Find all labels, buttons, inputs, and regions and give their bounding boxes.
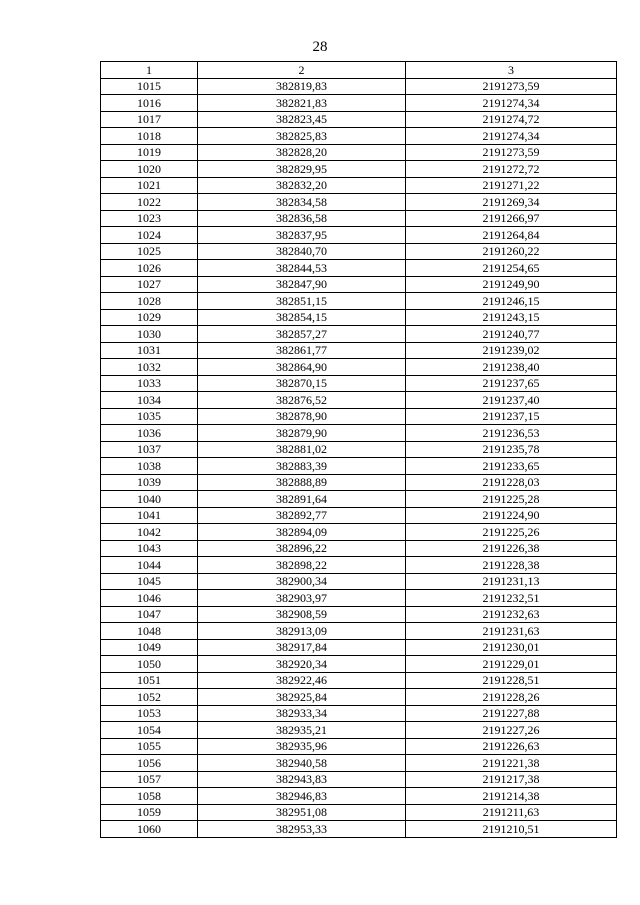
table-row [101,639,617,656]
table-row [101,689,617,706]
y-coordinate-cell: 2191272,72 [406,161,617,178]
table-row [101,821,617,838]
table-row [101,177,617,194]
y-coordinate-cell: 2191249,90 [406,276,617,293]
coordinates-table [100,61,617,838]
point-number-cell: 1056 [101,755,198,772]
point-number-cell: 1023 [101,210,198,227]
point-number-cell: 1019 [101,144,198,161]
table-row [101,771,617,788]
table-header-row [101,62,617,79]
table-row [101,227,617,244]
y-coordinate-cell: 2191217,38 [406,771,617,788]
point-number-cell: 1044 [101,557,198,574]
table-row [101,441,617,458]
x-coordinate-cell: 382891,64 [198,491,406,508]
x-coordinate-cell: 382896,22 [198,540,406,557]
point-number-cell: 1026 [101,260,198,277]
y-coordinate-cell: 2191237,15 [406,408,617,425]
y-coordinate-cell: 2191228,38 [406,557,617,574]
y-coordinate-cell: 2191273,59 [406,144,617,161]
x-coordinate-cell: 382851,15 [198,293,406,310]
x-coordinate-cell: 382935,21 [198,722,406,739]
x-coordinate-cell: 382913,09 [198,623,406,640]
y-coordinate-cell: 2191230,01 [406,639,617,656]
point-number-cell: 1033 [101,375,198,392]
table-row [101,342,617,359]
table-row [101,392,617,409]
x-coordinate-cell: 382847,90 [198,276,406,293]
point-number-cell: 1018 [101,128,198,145]
table-row [101,78,617,95]
y-coordinate-cell: 2191274,72 [406,111,617,128]
table-row [101,755,617,772]
table-row [101,491,617,508]
x-coordinate-cell: 382908,59 [198,606,406,623]
table-row [101,260,617,277]
table-row [101,408,617,425]
y-coordinate-cell: 2191225,26 [406,524,617,541]
y-coordinate-cell: 2191232,63 [406,606,617,623]
table-row [101,606,617,623]
x-coordinate-cell: 382898,22 [198,557,406,574]
point-number-cell: 1050 [101,656,198,673]
point-number-cell: 1040 [101,491,198,508]
x-coordinate-cell: 382951,08 [198,804,406,821]
x-coordinate-cell: 382900,34 [198,573,406,590]
x-coordinate-cell: 382819,83 [198,78,406,95]
point-number-cell: 1036 [101,425,198,442]
point-number-cell: 1045 [101,573,198,590]
x-coordinate-cell: 382876,52 [198,392,406,409]
point-number-cell: 1051 [101,672,198,689]
x-coordinate-cell: 382857,27 [198,326,406,343]
x-coordinate-cell: 382946,83 [198,788,406,805]
point-number-cell: 1060 [101,821,198,838]
table-row [101,557,617,574]
y-coordinate-cell: 2191227,26 [406,722,617,739]
table-row [101,210,617,227]
y-coordinate-cell: 2191271,22 [406,177,617,194]
x-coordinate-cell: 382836,58 [198,210,406,227]
table-row [101,293,617,310]
table-row [101,194,617,211]
y-coordinate-cell: 2191221,38 [406,755,617,772]
point-number-cell: 1053 [101,705,198,722]
table-row [101,276,617,293]
point-number-cell: 1059 [101,804,198,821]
x-coordinate-cell: 382870,15 [198,375,406,392]
point-number-cell: 1017 [101,111,198,128]
y-coordinate-cell: 2191229,01 [406,656,617,673]
column-header-y-coordinate: 3 [406,62,617,79]
table-row [101,95,617,112]
x-coordinate-cell: 382894,09 [198,524,406,541]
point-number-cell: 1034 [101,392,198,409]
y-coordinate-cell: 2191235,78 [406,441,617,458]
point-number-cell: 1041 [101,507,198,524]
point-number-cell: 1025 [101,243,198,260]
point-number-cell: 1054 [101,722,198,739]
x-coordinate-cell: 382935,96 [198,738,406,755]
y-coordinate-cell: 2191274,34 [406,128,617,145]
table-row [101,573,617,590]
column-header-point-number: 1 [101,62,198,79]
table-row [101,524,617,541]
table-row [101,656,617,673]
point-number-cell: 1039 [101,474,198,491]
x-coordinate-cell: 382917,84 [198,639,406,656]
y-coordinate-cell: 2191225,28 [406,491,617,508]
point-number-cell: 1043 [101,540,198,557]
y-coordinate-cell: 2191273,59 [406,78,617,95]
point-number-cell: 1022 [101,194,198,211]
x-coordinate-cell: 382925,84 [198,689,406,706]
table-row [101,804,617,821]
point-number-cell: 1032 [101,359,198,376]
y-coordinate-cell: 2191254,65 [406,260,617,277]
point-number-cell: 1058 [101,788,198,805]
x-coordinate-cell: 382828,20 [198,144,406,161]
point-number-cell: 1046 [101,590,198,607]
point-number-cell: 1035 [101,408,198,425]
y-coordinate-cell: 2191238,40 [406,359,617,376]
table-row [101,243,617,260]
x-coordinate-cell: 382883,39 [198,458,406,475]
point-number-cell: 1027 [101,276,198,293]
table-row [101,425,617,442]
y-coordinate-cell: 2191226,38 [406,540,617,557]
table-row [101,359,617,376]
table-row [101,738,617,755]
point-number-cell: 1024 [101,227,198,244]
point-number-cell: 1049 [101,639,198,656]
y-coordinate-cell: 2191231,13 [406,573,617,590]
table-row [101,722,617,739]
table-body [101,78,617,837]
table-row [101,375,617,392]
table-row [101,507,617,524]
point-number-cell: 1057 [101,771,198,788]
y-coordinate-cell: 2191231,63 [406,623,617,640]
y-coordinate-cell: 2191264,84 [406,227,617,244]
x-coordinate-cell: 382892,77 [198,507,406,524]
point-number-cell: 1037 [101,441,198,458]
x-coordinate-cell: 382953,33 [198,821,406,838]
point-number-cell: 1028 [101,293,198,310]
y-coordinate-cell: 2191274,34 [406,95,617,112]
y-coordinate-cell: 2191269,34 [406,194,617,211]
point-number-cell: 1038 [101,458,198,475]
x-coordinate-cell: 382943,83 [198,771,406,788]
table-row [101,705,617,722]
x-coordinate-cell: 382832,20 [198,177,406,194]
table-row [101,458,617,475]
point-number-cell: 1031 [101,342,198,359]
y-coordinate-cell: 2191228,03 [406,474,617,491]
x-coordinate-cell: 382888,89 [198,474,406,491]
table-row [101,474,617,491]
y-coordinate-cell: 2191226,63 [406,738,617,755]
point-number-cell: 1048 [101,623,198,640]
table-row [101,326,617,343]
point-number-cell: 1020 [101,161,198,178]
y-coordinate-cell: 2191236,53 [406,425,617,442]
y-coordinate-cell: 2191237,65 [406,375,617,392]
x-coordinate-cell: 382864,90 [198,359,406,376]
x-coordinate-cell: 382854,15 [198,309,406,326]
y-coordinate-cell: 2191228,51 [406,672,617,689]
table-row [101,161,617,178]
point-number-cell: 1055 [101,738,198,755]
y-coordinate-cell: 2191233,65 [406,458,617,475]
x-coordinate-cell: 382825,83 [198,128,406,145]
y-coordinate-cell: 2191243,15 [406,309,617,326]
y-coordinate-cell: 2191237,40 [406,392,617,409]
y-coordinate-cell: 2191240,77 [406,326,617,343]
page-number: 28 [312,39,328,55]
x-coordinate-cell: 382922,46 [198,672,406,689]
x-coordinate-cell: 382834,58 [198,194,406,211]
point-number-cell: 1029 [101,309,198,326]
point-number-cell: 1021 [101,177,198,194]
x-coordinate-cell: 382840,70 [198,243,406,260]
x-coordinate-cell: 382844,53 [198,260,406,277]
x-coordinate-cell: 382821,83 [198,95,406,112]
x-coordinate-cell: 382903,97 [198,590,406,607]
y-coordinate-cell: 2191239,02 [406,342,617,359]
y-coordinate-cell: 2191210,51 [406,821,617,838]
point-number-cell: 1052 [101,689,198,706]
x-coordinate-cell: 382881,02 [198,441,406,458]
y-coordinate-cell: 2191260,22 [406,243,617,260]
table-row [101,590,617,607]
x-coordinate-cell: 382920,34 [198,656,406,673]
y-coordinate-cell: 2191211,63 [406,804,617,821]
y-coordinate-cell: 2191266,97 [406,210,617,227]
table-row [101,128,617,145]
y-coordinate-cell: 2191228,26 [406,689,617,706]
x-coordinate-cell: 382837,95 [198,227,406,244]
table-row [101,309,617,326]
y-coordinate-cell: 2191214,38 [406,788,617,805]
point-number-cell: 1042 [101,524,198,541]
column-header-x-coordinate: 2 [198,62,406,79]
x-coordinate-cell: 382933,34 [198,705,406,722]
point-number-cell: 1016 [101,95,198,112]
x-coordinate-cell: 382878,90 [198,408,406,425]
y-coordinate-cell: 2191246,15 [406,293,617,310]
y-coordinate-cell: 2191227,88 [406,705,617,722]
table-row [101,111,617,128]
x-coordinate-cell: 382823,45 [198,111,406,128]
y-coordinate-cell: 2191232,51 [406,590,617,607]
x-coordinate-cell: 382940,58 [198,755,406,772]
point-number-cell: 1015 [101,78,198,95]
point-number-cell: 1047 [101,606,198,623]
x-coordinate-cell: 382829,95 [198,161,406,178]
point-number-cell: 1030 [101,326,198,343]
table-row [101,144,617,161]
x-coordinate-cell: 382879,90 [198,425,406,442]
table-row [101,672,617,689]
table-row [101,540,617,557]
x-coordinate-cell: 382861,77 [198,342,406,359]
table-row [101,623,617,640]
y-coordinate-cell: 2191224,90 [406,507,617,524]
table-row [101,788,617,805]
